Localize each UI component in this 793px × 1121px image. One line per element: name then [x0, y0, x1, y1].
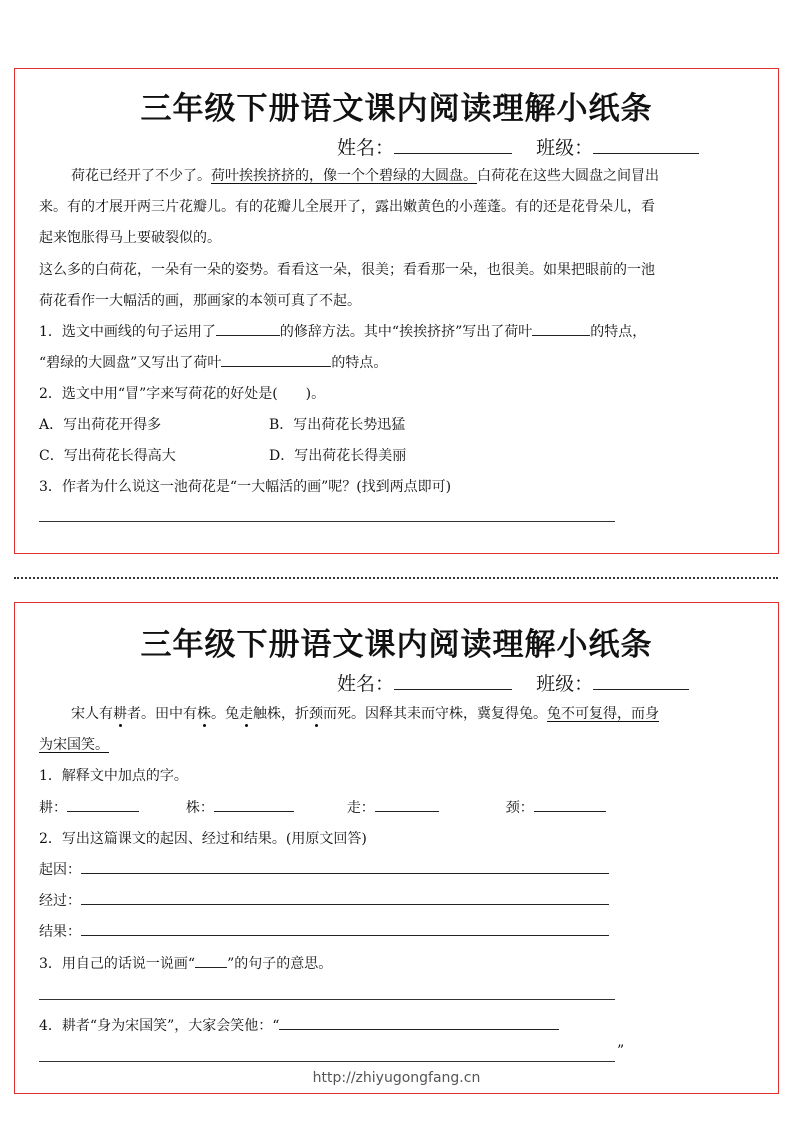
worksheet-title: 三年级下册语文课内阅读理解小纸条 — [140, 91, 653, 127]
answer-blank[interactable] — [534, 810, 606, 812]
word-label: 耕： — [39, 800, 67, 816]
passage-line: 这么多的白荷花，一朵有一朵的姿势。看看这一朵，很美；看看那一朵，也很美。如果把眼前的一池 — [39, 262, 655, 278]
answer-line[interactable] — [39, 521, 615, 522]
answer-blank[interactable] — [81, 934, 609, 936]
dotted-char-zou: 走 — [239, 706, 253, 722]
passage-line: 起来饱胀得马上要破裂似的。 — [39, 230, 221, 246]
question-1: 1．解释文中加点的字。 — [39, 768, 188, 784]
underlined-sentence: 兔不可复得，而身 — [547, 706, 659, 722]
class-blank[interactable] — [593, 152, 699, 154]
answer-blank[interactable] — [375, 810, 439, 812]
cause-label: 起因： — [39, 862, 81, 878]
question-1-cont — [39, 352, 387, 372]
word-label: 颈： — [505, 800, 534, 816]
cause-row — [39, 859, 609, 879]
passage-line: 荷花看作一大幅活的画，那画家的本领可真了不起。 — [39, 293, 361, 309]
dotted-char-zhu: 株 — [197, 706, 211, 722]
answer-blank[interactable] — [81, 903, 609, 905]
answer-blank[interactable] — [214, 810, 294, 812]
question-1 — [39, 321, 646, 341]
worksheet-title: 三年级下册语文课内阅读理解小纸条 — [140, 627, 653, 663]
passage-line — [71, 703, 659, 723]
passage-line — [71, 165, 659, 185]
passage-text: 宋人有 — [71, 706, 113, 722]
passage-text: 触株，折 — [253, 706, 309, 722]
class-label: 班级： — [536, 673, 594, 695]
word-blanks-row — [39, 797, 606, 817]
question-text: 1．选文中画线的句子运用了 — [39, 324, 216, 340]
answer-blank[interactable] — [279, 1028, 559, 1030]
word-label: 走： — [346, 800, 375, 816]
underline-sample — [195, 966, 227, 968]
class-blank[interactable] — [593, 688, 689, 690]
closing-quote: ” — [617, 1043, 625, 1059]
footer-url: http://zhiyugongfang.cn — [312, 1070, 481, 1086]
worksheet-card-1 — [14, 68, 779, 554]
question-4 — [39, 1015, 559, 1035]
question-text: “碧绿的大圆盘”又写出了荷叶 — [39, 355, 222, 371]
worksheet-card-2 — [14, 602, 779, 1094]
name-class-row — [337, 669, 689, 696]
answer-line[interactable] — [39, 999, 615, 1000]
question-2: 2．选文中用“冒”字来写荷花的好处是( )。 — [39, 386, 326, 402]
name-blank[interactable] — [394, 688, 512, 690]
underlined-sentence: 荷叶挨挨挤挤的，像一个个碧绿的大圆盘。 — [211, 168, 477, 184]
passage-line: 来。有的才展开两三片花瓣儿。有的花瓣儿全展开了，露出嫩黄色的小莲蓬。有的还是花骨朵儿，看 — [39, 199, 655, 215]
name-label: 姓名： — [337, 137, 395, 159]
dotted-char-geng: 耕 — [113, 706, 127, 722]
name-label: 姓名： — [337, 673, 395, 695]
passage-text: 而死。因释其耒而守株，冀复得兔。 — [323, 706, 547, 722]
answer-line[interactable] — [39, 1061, 615, 1062]
process-row — [39, 890, 609, 910]
option-d[interactable]: D．写出荷花长得美丽 — [269, 448, 407, 464]
question-text: 的修辞方法。其中“挨挨挤挤”写出了荷叶 — [279, 324, 533, 340]
passage-text: 者。田中有 — [127, 706, 197, 722]
question-text: 4．耕者“身为宋国笑”，大家会笑他：“ — [39, 1018, 280, 1034]
passage-text: 白荷花在这些大圆盘之间冒出 — [477, 168, 659, 184]
question-3 — [39, 953, 332, 973]
answer-blank[interactable] — [81, 872, 609, 874]
name-blank[interactable] — [394, 152, 512, 154]
dotted-char-jing: 颈 — [309, 706, 323, 722]
option-a[interactable]: A．写出荷花开得多 — [39, 417, 162, 433]
question-2: 2．写出这篇课文的起因、经过和结果。(用原文回答) — [39, 831, 367, 847]
passage-text: 。兔 — [211, 706, 239, 722]
answer-blank[interactable] — [221, 365, 331, 367]
cut-line-separator — [14, 577, 778, 579]
class-label: 班级： — [536, 137, 594, 159]
passage-line — [39, 734, 109, 754]
result-label: 结果： — [39, 924, 81, 940]
result-row — [39, 921, 609, 941]
answer-blank[interactable] — [67, 810, 139, 812]
passage-text: 荷花已经开了不少了。 — [71, 168, 211, 184]
answer-blank[interactable] — [216, 334, 280, 336]
question-text: ”的句子的意思。 — [227, 956, 333, 972]
answer-blank[interactable] — [532, 334, 590, 336]
name-class-row — [337, 133, 699, 160]
question-text: 的特点。 — [331, 355, 388, 371]
question-3: 3．作者为什么说这一池荷花是“一大幅活的画”呢？(找到两点即可) — [39, 479, 452, 495]
process-label: 经过： — [39, 893, 81, 909]
underlined-sentence: 为宋国笑。 — [39, 737, 109, 753]
question-text: 3．用自己的话说一说画“ — [39, 956, 196, 972]
word-label: 株： — [185, 800, 214, 816]
option-b[interactable]: B．写出荷花长势迅猛 — [269, 417, 406, 433]
option-c[interactable]: C．写出荷花长得高大 — [39, 448, 176, 464]
question-text: 的特点， — [590, 324, 647, 340]
